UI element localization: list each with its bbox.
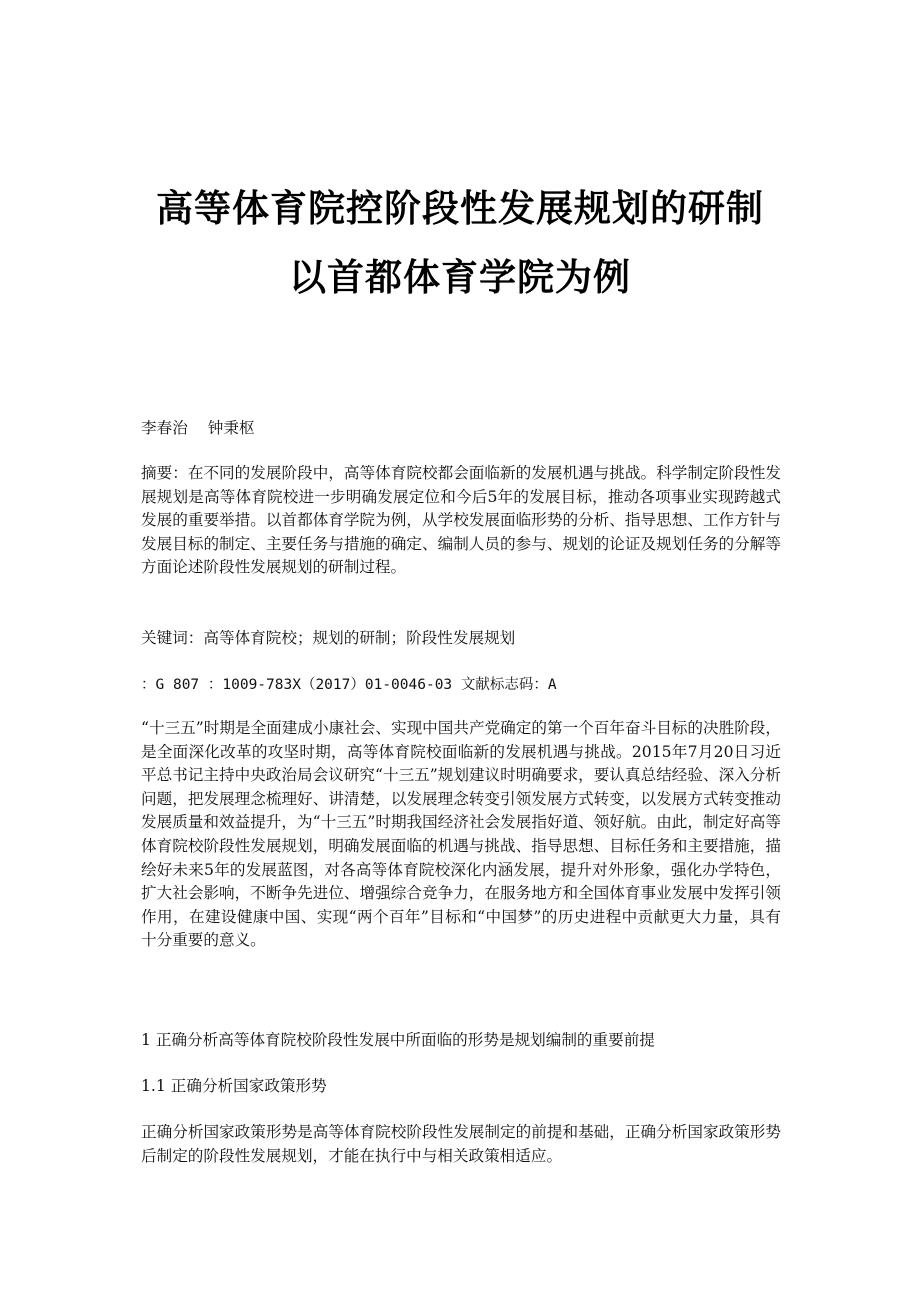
classification-line: ：G 807 ：1009-783X（2017）01-0046-03 文献标志码：A bbox=[141, 677, 557, 693]
title-line-1: 高等体育院控阶段性发展规划的研制 bbox=[156, 187, 764, 230]
author-2: 钟秉枢 bbox=[207, 419, 255, 437]
body-paragraph: “十三五”时期是全面建成小康社会、实现中国共产党确定的第一个百年奋斗目标的决胜阶段，是全面深化改革的攻坚时期，高等体育院校面临新的发展机遇与挑战。2015年7月20日习近平总书记主持中央政治局会议研究“十三五”规划建议时明确要求，要认真总结经验、深入分析问题，把发展理念梳理好、讲清楚，以发展理念转变引领发展方式转变，以发展方式转变推动发展质量和效益提升，为“十三五”时期我国经济社会发展指好道、领好航。由此，制定好高等体育院校阶段性发展规划，明确发展面临的机遇与挑战、指导思想、目标任务和主要措施，描绘好未来5年的发展蓝图，对各高等体育院校深化内涵发展，提升对外形象，强化办学特色，扩大社会影响，不断争先进位、增强综合竞争力，在服务地方和全国体育事业发展中发挥引领作用，在建设健康中国、实现“两个百年”目标和“中国梦”的历史进程中贡献更大力量，具有十分重要的意义。 bbox=[141, 719, 781, 950]
author-1: 李春治 bbox=[141, 419, 188, 437]
section-heading: 1 正确分析高等体育院校阶段性发展中所面临的形势是规划编制的重要前提 bbox=[141, 1031, 655, 1049]
abstract: 摘要：在不同的发展阶段中，高等体育院校都会面临新的发展机遇与挑战。科学制定阶段性发展规划是高等体育院校进一步明确发展定位和今后5年的发展目标，推动各项事业实现跨越式发展的重要举措。以首都体育学院为例，从学校发展面临形势的分析、指导思想、工作方针与发展目标的制定、主要任务与措施的确定、编制人员的参与、规划的论证及规划任务的分解等方面论述阶段性发展规划的研制过程。 bbox=[141, 464, 781, 577]
body-paragraph: 正确分析国家政策形势是高等体育院校阶段性发展制定的前提和基础，正确分析国家政策形势后制定的阶段性发展规划，才能在执行中与相关政策相适应。 bbox=[141, 1123, 781, 1165]
keywords: 关键词：高等体育院校；规划的研制；阶段性发展规划 bbox=[141, 629, 516, 647]
subsection-heading: 1.1 正确分析国家政策形势 bbox=[141, 1077, 327, 1095]
title-line-2: 以首都体育学院为例 bbox=[289, 256, 631, 299]
authors bbox=[141, 417, 781, 441]
